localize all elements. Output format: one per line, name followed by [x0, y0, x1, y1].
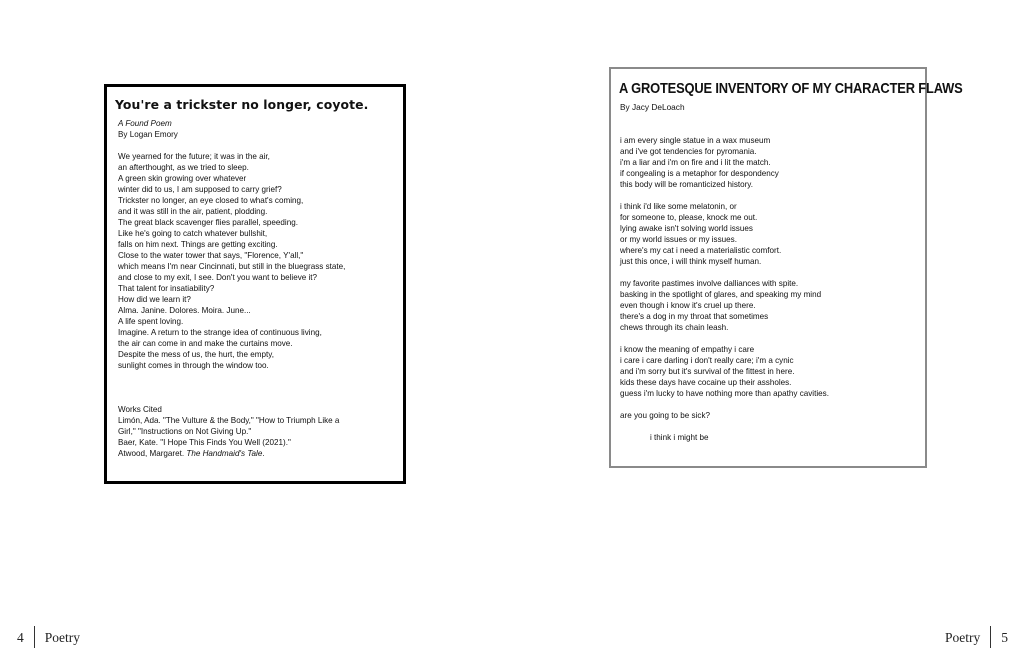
poem-line: there's a dog in my throat that sometimes: [620, 312, 769, 321]
poem-line: Alma. Janine. Dolores. Moira. June...: [118, 306, 251, 315]
poem-line: and it was still in the air, patient, plodding.: [118, 207, 268, 216]
page-number-left: 4: [17, 630, 24, 646]
poem-line: i am every single statue in a wax museum: [620, 136, 771, 145]
poem-line: where's my cat i need a materialistic comfort.: [620, 246, 782, 255]
poem-line: if congealing is a metaphor for despondency: [620, 169, 779, 178]
works-cited-author: Atwood, Margaret.: [118, 449, 187, 458]
left-poem-byline: By Logan Emory: [118, 130, 178, 139]
footer-left: [17, 628, 80, 650]
poem-line: lying awake isn't solving world issues: [620, 224, 753, 233]
works-cited-entry: [118, 448, 400, 459]
poem-line: this body will be romanticized history.: [620, 180, 754, 189]
poem-line: and close to my exit, I see. Don't you want to believe it?: [118, 273, 318, 282]
works-cited-entry: Limón, Ada. "The Vulture & the Body," "How to Triumph Like a: [118, 416, 340, 425]
poem-line: chews through its chain leash.: [620, 323, 729, 332]
section-label-right: Poetry: [945, 630, 981, 646]
poem-line: sunlight comes in through the window too.: [118, 361, 269, 370]
section-label-left: Poetry: [44, 630, 80, 646]
footer-right: [945, 628, 1008, 650]
poem-line: Trickster no longer, an eye closed to what's coming,: [118, 196, 304, 205]
left-poem-box: [104, 84, 406, 484]
poem-line: Close to the water tower that says, "Florence, Y'all,": [118, 251, 304, 260]
works-cited-entry: Girl," "Instructions on Not Giving Up.": [118, 427, 252, 436]
works-cited-entry: Baer, Kate. "I Hope This Finds You Well (2021).": [118, 438, 291, 447]
poem-line: i care i care darling i don't really care; i'm a cynic: [620, 356, 794, 365]
poem-line: i know the meaning of empathy i care: [620, 345, 755, 354]
poem-line: That talent for insatiability?: [118, 284, 215, 293]
poem-line: for someone to, please, knock me out.: [620, 213, 758, 222]
footer-divider: [990, 626, 991, 648]
poem-line: A green skin growing over whatever: [118, 174, 247, 183]
poem-line: falls on him next. Things are getting exciting.: [118, 240, 278, 249]
poem-line: winter did to us, I am supposed to carry grief?: [118, 185, 282, 194]
poem-line: The great black scavenger flies parallel, speeding.: [118, 218, 298, 227]
poem-line: or my world issues or my issues.: [620, 235, 737, 244]
poem-line: kids these days have cocaine up their assholes.: [620, 378, 792, 387]
right-poem-byline: By Jacy DeLoach: [620, 102, 685, 112]
poem-line: i'm a liar and i'm on fire and i lit the match.: [620, 158, 771, 167]
poem-line: We yearned for the future; it was in the air,: [118, 152, 270, 161]
works-cited-title: The Handmaid's Tale: [186, 449, 263, 458]
poem-line: Like he's going to catch whatever bullshit,: [118, 229, 268, 238]
right-poem-title: A GROTESQUE INVENTORY OF MY CHARACTER FLAWS: [619, 80, 963, 97]
poem-line: are you going to be sick?: [620, 411, 710, 420]
poem-line: my favorite pastimes involve dalliances with spite.: [620, 279, 799, 288]
right-poem-body: [620, 135, 920, 443]
left-poem-body: [118, 118, 400, 459]
poem-line: which means I'm near Cincinnati, but still in the bluegrass state,: [118, 262, 346, 271]
poem-line: even though i know it's cruel up there.: [620, 301, 756, 310]
right-poem-box: [609, 67, 963, 468]
left-poem-title: You're a trickster no longer, coyote.: [115, 97, 369, 112]
poem-line: A life spent loving.: [118, 317, 184, 326]
poem-line: guess i'm lucky to have nothing more than apathy cavities.: [620, 389, 829, 398]
poem-line: i think i'd like some melatonin, or: [620, 202, 737, 211]
works-cited-end: .: [262, 449, 265, 458]
page-number-right: 5: [1001, 630, 1008, 646]
poem-last-line: i think i might be: [650, 433, 709, 442]
poem-line: Imagine. A return to the strange idea of continuous living,: [118, 328, 322, 337]
poem-line: Despite the mess of us, the hurt, the empty,: [118, 350, 274, 359]
poem-line: just this once, i will think myself human.: [620, 257, 762, 266]
works-cited-heading: Works Cited: [118, 405, 162, 414]
poem-line: and i'm sorry but it's survival of the fittest in here.: [620, 367, 795, 376]
footer-divider: [34, 626, 35, 648]
poem-line: How did we learn it?: [118, 295, 191, 304]
poem-line: the air can come in and make the curtains move.: [118, 339, 293, 348]
poem-line: and i've got tendencies for pyromania.: [620, 147, 757, 156]
poem-line: an afterthought, as we tried to sleep.: [118, 163, 249, 172]
poem-line: basking in the spotlight of glares, and speaking my mind: [620, 290, 822, 299]
left-poem-subtitle: A Found Poem: [118, 119, 172, 128]
